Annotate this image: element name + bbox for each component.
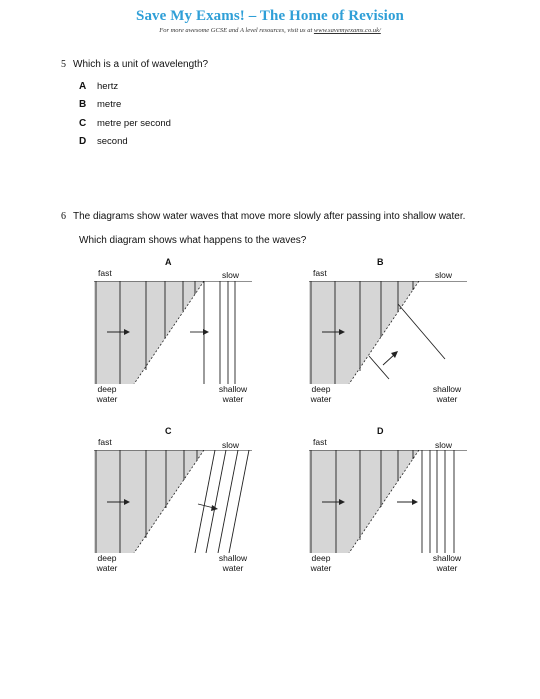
diagram-c-slow-label: slow [222,440,240,450]
q5-number: 5 [61,59,66,70]
q5-option-b-letter: B [79,99,87,110]
diagram-b-shallow-word: shallow [432,384,462,394]
q6-number: 6 [61,211,66,222]
deep-water-region [309,450,419,553]
deep-water-region [94,281,204,384]
diagram-c-shallow-label [213,553,253,573]
diagram-b-letter: B [377,257,384,267]
diagram-d-shallow-label [427,553,467,573]
q5-option-b-text: metre [97,99,122,110]
diagram-c-deep-label [92,553,122,573]
diagram-a-shallow-word: shallow [218,384,248,394]
diagram-c-deep-word: deep [97,553,117,563]
diagram-a-deep-water-word: water [96,394,118,404]
q5-option-d-text: second [97,136,128,147]
q5-option-c-text: metre per second [97,118,171,129]
q6-question: The diagrams show water waves that move more slowly after passing into shallow water. [73,211,466,222]
diagram-c [94,450,252,553]
diagram-d-letter: D [377,426,384,436]
diagram-a-fast-label: fast [98,268,112,278]
diagram-b-fast-label: fast [313,268,327,278]
diagram-b-deep-water-word: water [310,394,332,404]
diagram-d-deep-label [306,553,336,573]
header-subtitle-text: For more awesome GCSE and A level resources, visit us at [159,27,314,34]
diagram-d-slow-label: slow [435,440,453,450]
deep-water-region [94,450,204,553]
diagram-b-slow-label: slow [435,270,453,280]
diagram-c-deep-water-word: water [96,563,118,573]
diagram-b-deep-label [306,384,336,404]
diagram-c-shallow-water-word: water [222,563,244,573]
diagram-c-letter: C [165,426,172,436]
diagram-b-deep-word: deep [311,384,331,394]
diagram-a-shallow-water-word: water [222,394,244,404]
q5-option-c-letter: C [79,118,87,129]
q5-option-a-text: hertz [97,81,119,92]
header-subtitle [0,27,540,34]
diagram-d-fast-label: fast [313,437,327,447]
arrow-icon [397,499,418,505]
diagram-c-fast-label: fast [98,437,112,447]
diagram-b-shallow-label [427,384,467,404]
q5-question: Which is a unit of wavelength? [73,59,209,70]
diagram-a-deep-label [92,384,122,404]
q5-option-d-letter: D [79,136,87,147]
deep-water-region [309,281,419,384]
diagram-d-deep-word: deep [311,553,331,563]
diagram-d-shallow-water-word: water [436,563,458,573]
diagram-a-deep-word: deep [97,384,117,394]
arrow-icon [190,329,209,335]
diagram-a-slow-label: slow [222,270,240,280]
header-title: Save My Exams! – The Home of Revision [136,8,404,24]
arrow-icon [383,351,398,365]
diagram-d-deep-water-word: water [310,563,332,573]
header-link[interactable]: www.savemyexams.co.uk/ [313,27,381,34]
diagram-d [309,450,467,553]
diagram-d-shallow-word: shallow [432,553,462,563]
diagram-a-letter: A [165,257,172,267]
diagram-a [94,281,252,384]
diagram-b [309,281,467,384]
q5-option-a-letter: A [79,81,87,92]
q6-subquestion: Which diagram shows what happens to the waves? [79,235,307,246]
diagram-c-shallow-word: shallow [218,553,248,563]
diagram-b-shallow-water-word: water [436,394,458,404]
diagram-a-shallow-label [213,384,253,404]
